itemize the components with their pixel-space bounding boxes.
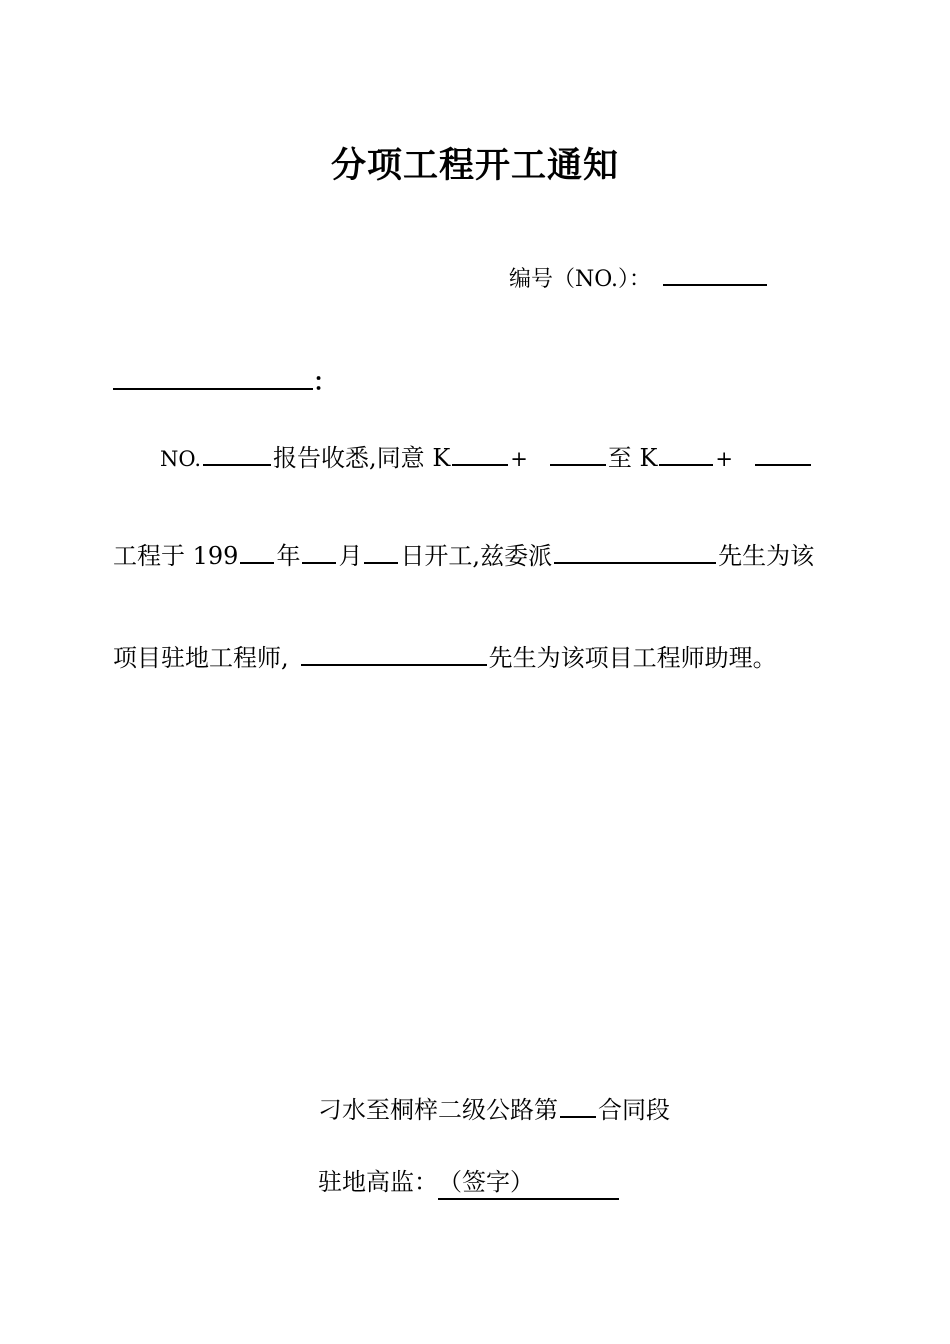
assistant-name-blank[interactable]: [301, 640, 487, 666]
day-blank[interactable]: [364, 538, 398, 564]
end-plus-blank[interactable]: [755, 440, 811, 466]
contract-prefix-text: 刁水至桐梓二级公路第: [318, 1096, 558, 1124]
month-blank[interactable]: [302, 538, 336, 564]
report-received-text: 报告收悉,: [273, 444, 377, 472]
mr-as-text: 先生为该: [718, 542, 815, 570]
year-blank[interactable]: [240, 538, 274, 564]
start-plus-blank[interactable]: [550, 440, 606, 466]
project-on-text: 工程于 199: [113, 542, 239, 570]
plus-sign-2: +: [715, 447, 734, 471]
year-text: 年: [276, 542, 301, 570]
addressee-colon: ：: [313, 367, 337, 396]
document-number-label: 编号（NO.）：: [509, 267, 651, 292]
resident-engineer-name-blank[interactable]: [554, 538, 716, 564]
day-start-text: 日开工,兹委派: [400, 542, 553, 570]
report-no-prefix: NO.: [160, 447, 202, 471]
to-k-text: 至 K: [607, 444, 658, 472]
report-no-blank[interactable]: [203, 440, 271, 466]
paragraph-line-1: [160, 440, 813, 472]
start-k-blank[interactable]: [452, 440, 508, 466]
contract-section-row: [318, 1092, 670, 1124]
resident-engineer-text: 项目驻地工程师,: [113, 644, 289, 672]
agree-k-text: 同意 K: [376, 444, 451, 472]
signature-hint: （签字）: [438, 1168, 534, 1196]
addressee-row: [113, 364, 337, 396]
document-number-row: [509, 260, 769, 292]
contract-number-blank[interactable]: [560, 1092, 596, 1118]
plus-sign-1: +: [510, 447, 528, 471]
document-number-blank[interactable]: [663, 260, 767, 286]
contract-suffix-text: 合同段: [598, 1096, 670, 1124]
paragraph-line-2: [113, 538, 814, 570]
paragraph-line-3: [113, 640, 777, 672]
assistant-text: 先生为该项目工程师助理。: [488, 644, 777, 672]
addressee-blank[interactable]: [113, 364, 313, 390]
end-k-blank[interactable]: [659, 440, 713, 466]
signature-field[interactable]: [438, 1166, 619, 1200]
supervisor-row: [318, 1166, 619, 1198]
month-text: 月: [338, 542, 363, 570]
supervisor-label: 驻地高监：: [318, 1168, 438, 1196]
page-title: 分项工程开工通知: [330, 145, 619, 186]
